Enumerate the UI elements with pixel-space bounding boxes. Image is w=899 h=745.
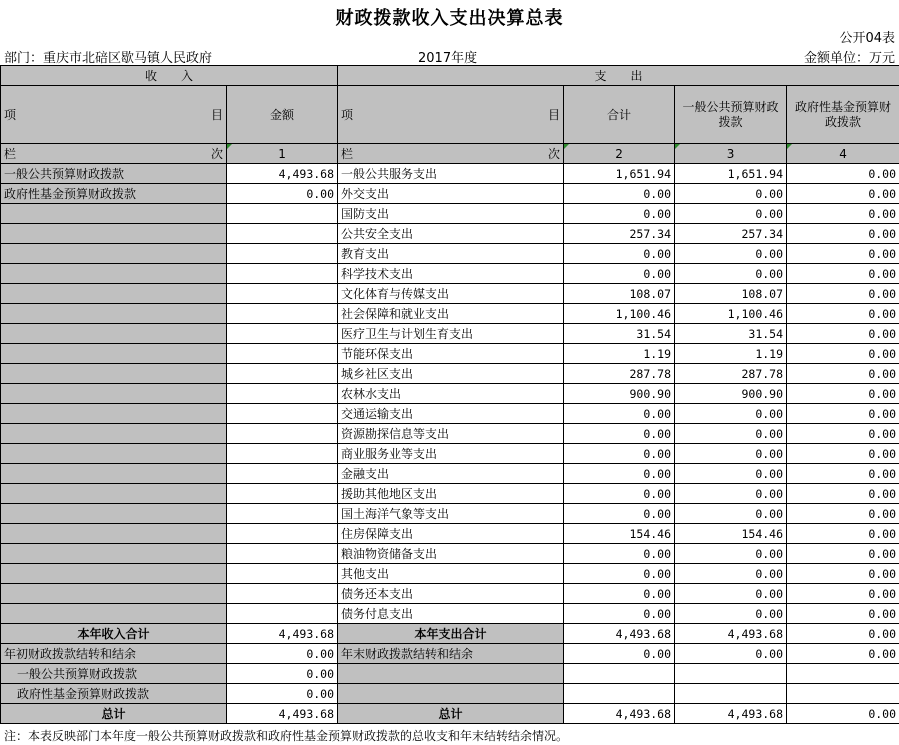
carry-row (1, 644, 899, 664)
income-amount: 0.00 (227, 184, 338, 204)
expense-fund: 0.00 (787, 524, 899, 544)
income-amount: 0.00 (227, 684, 338, 704)
expense-general: 0.00 (675, 204, 787, 224)
income-item (1, 244, 227, 264)
expense-total: 0.00 (564, 444, 675, 464)
income-item (1, 364, 227, 384)
income-amount (227, 304, 338, 324)
table-row (1, 204, 899, 224)
income-item (1, 224, 227, 244)
expense-item: 城乡社区支出 (338, 364, 564, 384)
carry-general-row (1, 664, 899, 684)
income-amount (227, 344, 338, 364)
expense-total: 0.00 (564, 184, 675, 204)
item-label: 项 (4, 108, 17, 122)
expense-total: 0.00 (564, 644, 675, 664)
expense-item: 债务还本支出 (338, 584, 564, 604)
table-row (1, 244, 899, 264)
expense-general: 900.90 (675, 384, 787, 404)
expense-fund: 0.00 (787, 304, 899, 324)
fiscal-year: 2017年度 (418, 51, 478, 66)
col-number-1: 1 (227, 144, 338, 164)
expense-general: 0.00 (675, 604, 787, 624)
expense-item: 社会保障和就业支出 (338, 304, 564, 324)
expense-general: 31.54 (675, 324, 787, 344)
income-amount (227, 464, 338, 484)
income-item (1, 544, 227, 564)
expense-general: 0.00 (675, 404, 787, 424)
subtotal-row (1, 624, 899, 644)
income-amount (227, 544, 338, 564)
table-row (1, 284, 899, 304)
table-row (1, 324, 899, 344)
mu-label: 目 (548, 108, 561, 122)
expense-total: 108.07 (564, 284, 675, 304)
income-amount (227, 504, 338, 524)
income-item: 政府性基金预算财政拨款 (1, 184, 227, 204)
expense-total: 154.46 (564, 524, 675, 544)
expense-fund: 0.00 (787, 164, 899, 184)
expense-total: 0.00 (564, 204, 675, 224)
expense-general: 0.00 (675, 504, 787, 524)
expense-fund: 0.00 (787, 464, 899, 484)
expense-total: 0.00 (564, 504, 675, 524)
expense-fund: 0.00 (787, 504, 899, 524)
expense-general: 0.00 (675, 564, 787, 584)
expense-fund (787, 664, 899, 684)
income-item: 一般公共预算财政拨款 (1, 664, 227, 684)
table-row (1, 544, 899, 564)
expense-total: 0.00 (564, 604, 675, 624)
table-row (1, 524, 899, 544)
expense-item: 住房保障支出 (338, 524, 564, 544)
table-row (1, 484, 899, 504)
expense-general: 287.78 (675, 364, 787, 384)
expense-general: 0.00 (675, 584, 787, 604)
expense-fund: 0.00 (787, 604, 899, 624)
income-amount (227, 324, 338, 344)
expense-total: 0.00 (564, 244, 675, 264)
lanci-label (338, 144, 564, 164)
income-amount (227, 604, 338, 624)
table-row (1, 604, 899, 624)
expense-total: 900.90 (564, 384, 675, 404)
expense-general: 0.00 (675, 484, 787, 504)
lanci-label (1, 144, 227, 164)
expense-general (675, 684, 787, 704)
expense-fund: 0.00 (787, 644, 899, 664)
table-row (1, 444, 899, 464)
expense-item: 外交支出 (338, 184, 564, 204)
expense-total (564, 684, 675, 704)
income-item: 总计 (1, 704, 227, 724)
expense-general: 4,493.68 (675, 624, 787, 644)
expense-total: 0.00 (564, 584, 675, 604)
expense-total: 1.19 (564, 344, 675, 364)
expense-fund: 0.00 (787, 564, 899, 584)
col-number-4: 4 (787, 144, 899, 164)
expense-general: 0.00 (675, 184, 787, 204)
expense-general: 1,651.94 (675, 164, 787, 184)
expense-fund: 0.00 (787, 424, 899, 444)
income-amount: 4,493.68 (227, 624, 338, 644)
income-amount: 4,493.68 (227, 704, 338, 724)
expense-fund (787, 684, 899, 704)
amount-unit: 金额单位：万元 (803, 51, 895, 66)
table-row (1, 404, 899, 424)
expense-fund: 0.00 (787, 184, 899, 204)
expense-header: 支 出 (338, 66, 899, 86)
expense-fund: 0.00 (787, 584, 899, 604)
income-amount (227, 264, 338, 284)
expense-item: 节能环保支出 (338, 344, 564, 364)
income-item (1, 584, 227, 604)
form-number: 公开04表 (839, 31, 895, 46)
expense-item: 商业服务业等支出 (338, 444, 564, 464)
income-amount (227, 524, 338, 544)
income-item (1, 324, 227, 344)
expense-item: 国防支出 (338, 204, 564, 224)
income-amount (227, 424, 338, 444)
expense-item: 债务付息支出 (338, 604, 564, 624)
income-item (1, 484, 227, 504)
expense-item: 医疗卫生与计划生育支出 (338, 324, 564, 344)
income-amount (227, 284, 338, 304)
lan-label: 栏 (4, 147, 17, 161)
income-item (1, 564, 227, 584)
table-row (1, 344, 899, 364)
income-amount (227, 244, 338, 264)
footnote: 注：本表反映部门本年度一般公共预算财政拨款和政府性基金预算财政拨款的总收支和年末结转结余情况。 (4, 729, 569, 743)
expense-item: 其他支出 (338, 564, 564, 584)
income-item (1, 404, 227, 424)
table-row (1, 424, 899, 444)
income-item (1, 304, 227, 324)
expense-general: 1.19 (675, 344, 787, 364)
expense-item: 金融支出 (338, 464, 564, 484)
expense-general: 0.00 (675, 264, 787, 284)
expense-total: 0.00 (564, 464, 675, 484)
department: 部门：重庆市北碚区歇马镇人民政府 (4, 51, 213, 66)
expense-total: 257.34 (564, 224, 675, 244)
income-item: 政府性基金预算财政拨款 (1, 684, 227, 704)
expense-total: 0.00 (564, 544, 675, 564)
income-amount: 0.00 (227, 644, 338, 664)
report-title: 财政拨款收入支出决算总表 (335, 8, 564, 29)
col-number-3: 3 (675, 144, 787, 164)
expense-item: 科学技术支出 (338, 264, 564, 284)
expense-item: 年末财政拨款结转和结余 (338, 644, 564, 664)
table-row (1, 224, 899, 244)
table-row (1, 564, 899, 584)
expense-general: 108.07 (675, 284, 787, 304)
mu-label: 目 (210, 108, 223, 122)
expense-fund: 0.00 (787, 324, 899, 344)
expense-fund: 0.00 (787, 444, 899, 464)
expense-general: 4,493.68 (675, 704, 787, 724)
expense-item: 教育支出 (338, 244, 564, 264)
income-amount: 4,493.68 (227, 164, 338, 184)
total-col-header: 合计 (564, 86, 675, 144)
income-item (1, 424, 227, 444)
income-item (1, 264, 227, 284)
income-amount (227, 584, 338, 604)
expense-item: 交通运输支出 (338, 404, 564, 424)
income-item (1, 384, 227, 404)
expense-general: 257.34 (675, 224, 787, 244)
expense-fund: 0.00 (787, 404, 899, 424)
income-item (1, 604, 227, 624)
expense-item: 农林水支出 (338, 384, 564, 404)
budget-table (0, 65, 899, 724)
carry-fund-row (1, 684, 899, 704)
table-row (1, 364, 899, 384)
expense-fund: 0.00 (787, 244, 899, 264)
table-row (1, 164, 899, 184)
table-row (1, 384, 899, 404)
expense-item: 一般公共服务支出 (338, 164, 564, 184)
income-item-header (1, 86, 227, 144)
income-item (1, 204, 227, 224)
expense-item: 本年支出合计 (338, 624, 564, 644)
income-amount (227, 364, 338, 384)
ci-label: 次 (210, 147, 223, 161)
income-item (1, 284, 227, 304)
table-row (1, 184, 899, 204)
expense-fund: 0.00 (787, 384, 899, 404)
expense-general: 154.46 (675, 524, 787, 544)
expense-general: 0.00 (675, 544, 787, 564)
expense-item: 总计 (338, 704, 564, 724)
income-amount (227, 444, 338, 464)
lan-label: 栏 (341, 147, 354, 161)
expense-item: 粮油物资储备支出 (338, 544, 564, 564)
expense-fund: 0.00 (787, 224, 899, 244)
expense-total: 0.00 (564, 264, 675, 284)
table-row (1, 464, 899, 484)
expense-item: 援助其他地区支出 (338, 484, 564, 504)
general-col-header: 一般公共预算财政拨款 (675, 86, 787, 144)
income-amount: 0.00 (227, 664, 338, 684)
col-number-2: 2 (564, 144, 675, 164)
expense-fund: 0.00 (787, 264, 899, 284)
grand-total-row (1, 704, 899, 724)
fund-col-header: 政府性基金预算财政拨款 (787, 86, 899, 144)
table-row (1, 504, 899, 524)
income-amount-header: 金额 (227, 86, 338, 144)
expense-total: 0.00 (564, 564, 675, 584)
income-item (1, 464, 227, 484)
income-item: 年初财政拨款结转和结余 (1, 644, 227, 664)
expense-fund: 0.00 (787, 344, 899, 364)
expense-fund: 0.00 (787, 484, 899, 504)
expense-fund: 0.00 (787, 624, 899, 644)
expense-total (564, 664, 675, 684)
expense-item: 资源勘探信息等支出 (338, 424, 564, 444)
income-item (1, 444, 227, 464)
income-item (1, 524, 227, 544)
income-item: 一般公共预算财政拨款 (1, 164, 227, 184)
expense-item (338, 684, 564, 704)
expense-item: 公共安全支出 (338, 224, 564, 244)
expense-general: 0.00 (675, 644, 787, 664)
expense-fund: 0.00 (787, 544, 899, 564)
expense-general: 0.00 (675, 244, 787, 264)
expense-item-header (338, 86, 564, 144)
expense-general: 0.00 (675, 464, 787, 484)
expense-total: 1,651.94 (564, 164, 675, 184)
expense-fund: 0.00 (787, 284, 899, 304)
item-label: 项 (341, 108, 354, 122)
expense-total: 0.00 (564, 424, 675, 444)
expense-total: 31.54 (564, 324, 675, 344)
income-item (1, 504, 227, 524)
income-header: 收 入 (1, 66, 338, 86)
income-amount (227, 204, 338, 224)
expense-general: 0.00 (675, 424, 787, 444)
income-amount (227, 384, 338, 404)
income-item: 本年收入合计 (1, 624, 227, 644)
expense-fund: 0.00 (787, 704, 899, 724)
income-amount (227, 564, 338, 584)
expense-general: 1,100.46 (675, 304, 787, 324)
income-item (1, 344, 227, 364)
table-row (1, 584, 899, 604)
table-row (1, 304, 899, 324)
expense-general: 0.00 (675, 444, 787, 464)
income-amount (227, 484, 338, 504)
expense-total: 287.78 (564, 364, 675, 384)
expense-item: 文化体育与传媒支出 (338, 284, 564, 304)
expense-fund: 0.00 (787, 204, 899, 224)
income-amount (227, 404, 338, 424)
expense-general (675, 664, 787, 684)
income-amount (227, 224, 338, 244)
expense-item: 国土海洋气象等支出 (338, 504, 564, 524)
table-row (1, 264, 899, 284)
expense-total: 4,493.68 (564, 704, 675, 724)
expense-total: 1,100.46 (564, 304, 675, 324)
expense-total: 4,493.68 (564, 624, 675, 644)
expense-fund: 0.00 (787, 364, 899, 384)
expense-total: 0.00 (564, 404, 675, 424)
expense-item (338, 664, 564, 684)
ci-label: 次 (548, 147, 561, 161)
expense-total: 0.00 (564, 484, 675, 504)
